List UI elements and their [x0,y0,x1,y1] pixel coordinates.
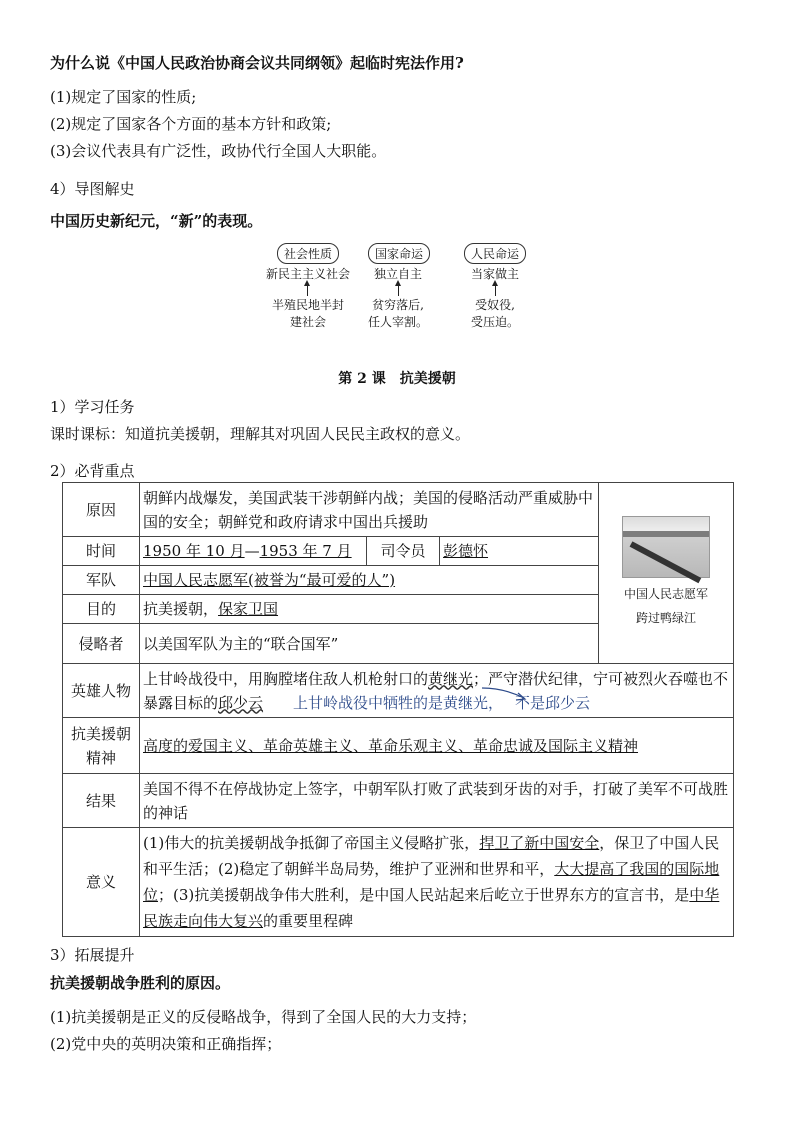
row-label: 结果 [63,774,140,828]
purpose-cell: 抗美援朝，保家卫国 [140,595,599,624]
invader-cell: 以美国军队为主的“联合国军” [140,624,599,664]
answer-line: (2)规定了国家各个方面的基本方针和政策; [50,115,332,133]
up-arrow-icon [398,285,399,296]
volunteer-army-photo [622,516,710,578]
section-heading: 1）学习任务 [50,398,135,416]
section-heading: 4）导图解史 [50,180,135,198]
up-arrow-icon [495,285,496,296]
meaning-cell: (1)伟大的抗美援朝战争抵御了帝国主义侵略扩张，捍卫了新中国安全，保卫了中国人民和平生活；(2)稳定了朝鲜半岛局势，维护了亚洲和世界和平，大大提高了我国的国际地位；(3)抗美援朝战争伟大胜利，是中国人民站起来后屹立于世界东方的宣言书，是中华民族走向伟大复兴的重要里程碑 [140,828,734,937]
concept-old: 受压迫。 [470,315,519,329]
concept-new: 当家做主 [470,267,519,281]
concept-old: 贫穷落后, [372,298,424,312]
section-heading: 2）必背重点 [50,462,135,480]
row-label: 军队 [63,566,140,595]
section-heading: 3）拓展提升 [50,946,135,964]
answer-line: (3)会议代表具有广泛性，政协代行全国人大职能。 [50,142,387,160]
question-heading: 中国历史新纪元，“新”的表现。 [50,212,263,230]
question-heading: 抗美援朝战争胜利的原因。 [50,974,231,992]
commander-label: 司令员 [367,537,440,566]
cause-cell: 朝鲜内战爆发，美国武装干涉朝鲜内战；美国的侵略活动严重威胁中国的安全；朝鲜党和政府请求中国出兵援助 [140,483,599,537]
concept-box: 社会性质 [277,243,339,264]
row-label: 原因 [63,483,140,537]
row-label: 抗美援朝 精神 [63,718,140,774]
row-label: 侵略者 [63,624,140,664]
photo-caption: 中国人民志愿军 [623,587,708,601]
note-arrow-icon [480,684,530,704]
up-arrow-icon [307,285,308,296]
course-standard: 课时课标：知道抗美援朝，理解其对巩固人民民主政权的意义。 [50,425,471,443]
row-label: 英雄人物 [63,664,140,718]
concept-old: 任人宰割。 [367,315,428,329]
concept-box: 国家命运 [368,243,430,264]
row-label: 意义 [63,828,140,937]
question-heading: 为什么说《中国人民政治协商会议共同纲领》起临时宪法作用? [50,54,464,72]
result-cell: 美国不得不在停战协定上签字，中朝军队打败了武装到牙齿的对手，打破了美军不可战胜的神话 [140,774,734,828]
answer-line: (1)抗美援朝是正义的反侵略战争，得到了全国人民的大力支持； [50,1008,477,1026]
spirit-cell: 高度的爱国主义、革命英雄主义、革命乐观主义、革命忠诚及国际主义精神 [140,718,734,774]
row-label: 时间 [63,537,140,566]
concept-old: 建社会 [289,315,326,329]
concept-old: 受奴役, [475,298,515,312]
army-cell: 中国人民志愿军(被誉为“最可爱的人”) [140,566,599,595]
teacher-note: 不是邱少云 [515,693,591,712]
row-label: 目的 [63,595,140,624]
time-cell: 1950 年 10 月—1953 年 7 月 [140,537,367,566]
concept-new: 独立自主 [373,267,422,281]
lesson-title: 第 2 课 抗美援朝 [338,371,456,387]
photo-caption: 跨过鸭绿江 [635,611,696,625]
key-points-table [62,482,734,937]
concept-box: 人民命运 [464,243,526,264]
concept-new: 新民主主义社会 [265,267,350,281]
commander-cell: 彭德怀 [440,537,599,566]
answer-line: (1)规定了国家的性质; [50,88,197,106]
concept-old: 半殖民地半封 [271,298,344,312]
photo-cell [599,483,734,664]
answer-line: (2)党中央的英明决策和正确指挥； [50,1035,282,1053]
teacher-note: 上甘岭战役中牺牲的是黄继光， [293,693,504,712]
hero-cell: 上甘岭战役中，用胸膛堵住敌人机枪射口的黄继光；严守潜伏纪律，宁可被烈火吞噬也不暴露目标的邱少云 上甘岭战役中牺牲的是黄继光， 不是邱少云 [140,664,734,718]
